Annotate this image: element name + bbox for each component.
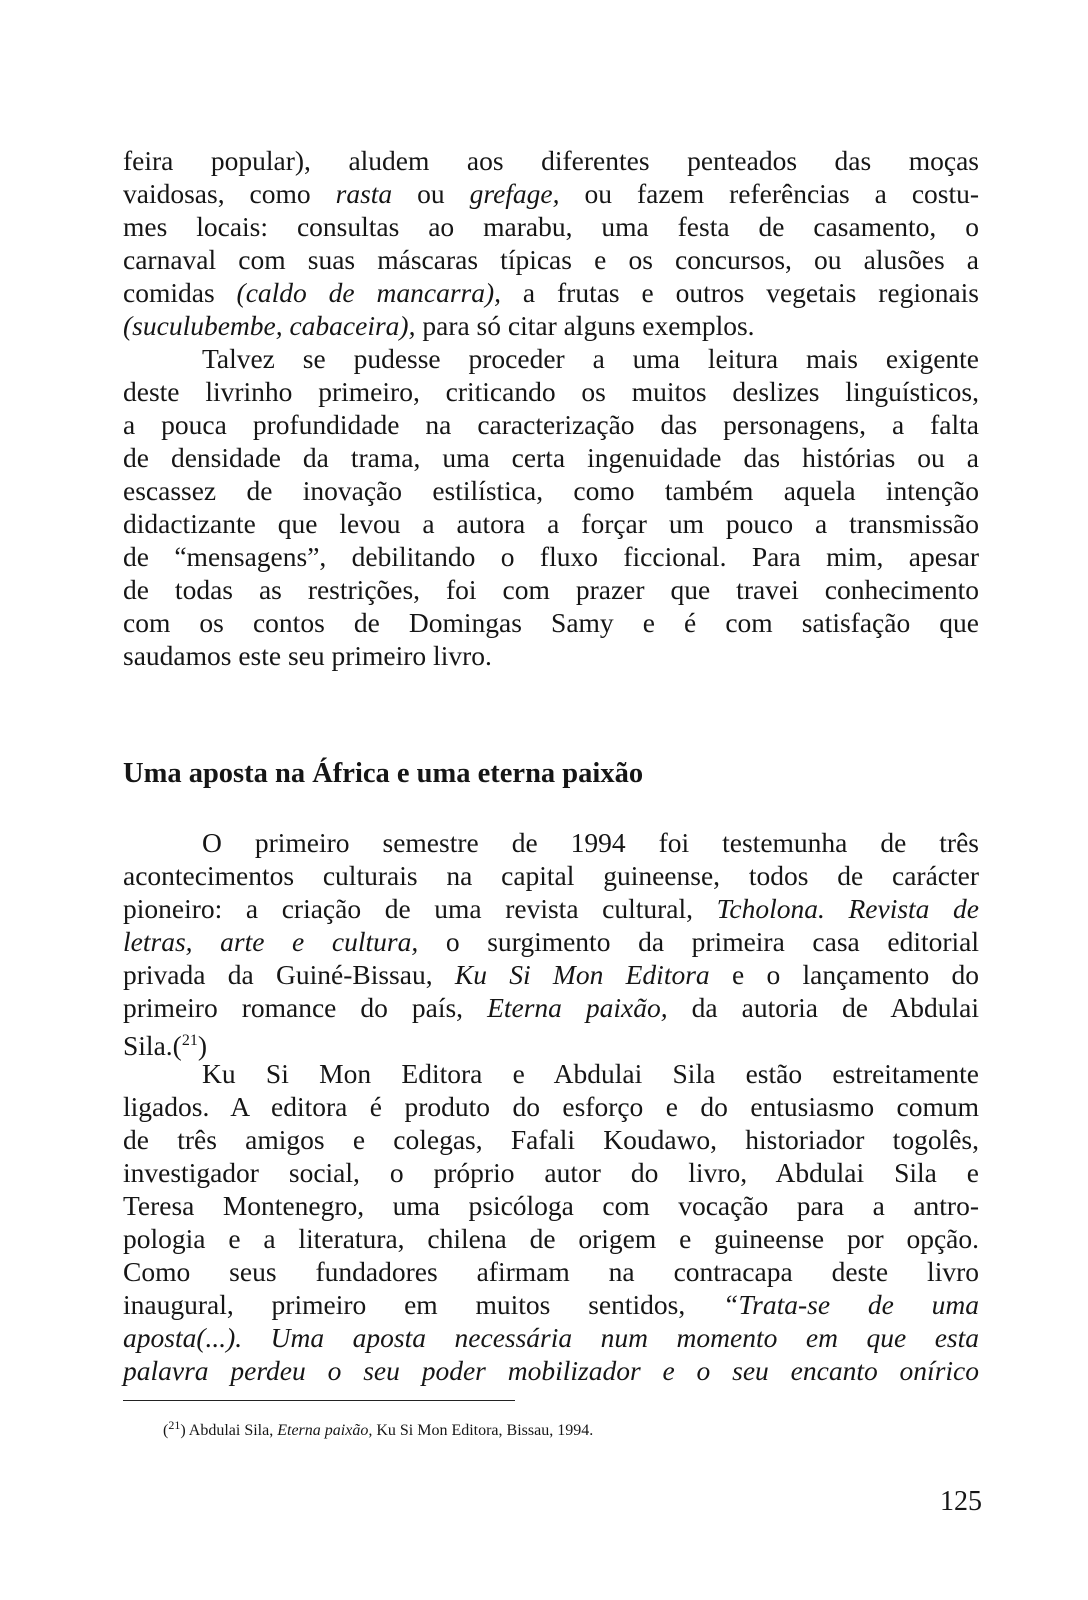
text-line: mes locais: consultas ao marabu, uma festa de casamento, o — [123, 211, 979, 242]
footnote-marker: ($^{21}$) — [163, 1418, 186, 1439]
text-line: letras, arte e cultura, o surgimento da primeira casa editorial — [123, 926, 979, 957]
text-line: com os contos de Domingas Samy e é com satisfação que — [123, 607, 979, 638]
footnote: ($^{21}$) Abdulai Sila, Eterna paixão, Ku Si Mon Editora, Bissau, 1994. — [163, 1418, 594, 1439]
text-line: Como seus fundadores afirmam na contracapa deste livro — [123, 1256, 979, 1287]
text-line: escassez de inovação estilística, como também aquela intenção — [123, 475, 979, 506]
text-line: a pouca profundidade na caracterização das personagens, a falta — [123, 409, 979, 440]
text-line: (suculubembe, cabaceira), para só citar alguns exemplos. — [123, 310, 755, 341]
text-line: Talvez se pudesse proceder a uma leitura mais exigente — [202, 343, 979, 374]
text-line: comidas (caldo de mancarra), a frutas e outros vegetais regionais — [123, 277, 980, 308]
text-line: de “mensagens”, debilitando o fluxo ficcional. Para mim, apesar — [123, 541, 979, 572]
text-line: feira popular), aludem aos diferentes penteados das moças — [123, 145, 979, 176]
text-line: Ku Si Mon Editora e Abdulai Sila estão estreitamente — [202, 1058, 979, 1089]
text-line: palavra perdeu o seu poder mobilizador e o seu encanto onírico — [123, 1355, 979, 1386]
text-line: investigador social, o próprio autor do livro, Abdulai Sila e — [123, 1157, 979, 1188]
text-line: saudamos este seu primeiro livro. — [123, 640, 492, 671]
footnote-divider — [123, 1400, 515, 1401]
text-line: acontecimentos culturais na capital guineense, todos de carácter — [123, 860, 979, 891]
section-heading: Uma aposta na África e uma eterna paixão — [123, 758, 644, 789]
footnote-reference: 21 — [181, 1032, 198, 1049]
text-line: de todas as restrições, foi com prazer que travei conhecimento — [123, 574, 979, 605]
text-line: Teresa Montenegro, uma psicóloga com vocação para a antro- — [123, 1190, 979, 1221]
text-line: privada da Guiné-Bissau, Ku Si Mon Editora e o lançamento do — [123, 959, 980, 990]
text-line: de três amigos e colegas, Fafali Koudawo, historiador togolês, — [123, 1124, 979, 1155]
text-line: inaugural, primeiro em muitos sentidos, “Trata-se de uma — [123, 1289, 979, 1320]
text-line: didactizante que levou a autora a forçar um pouco a transmissão — [123, 508, 979, 539]
text-line: O primeiro semestre de 1994 foi testemunha de três — [202, 827, 979, 858]
text-line: vaidosas, como rasta ou grefage, ou fazem referências a costu- — [123, 178, 980, 209]
text-line: deste livrinho primeiro, criticando os muitos deslizes linguísticos, — [123, 376, 979, 407]
text-line: de densidade da trama, uma certa ingenuidade das histórias ou a — [123, 442, 979, 473]
text-line: Sila.($^{21}$) — [123, 1030, 207, 1061]
text-line: primeiro romance do país, Eterna paixão, da autoria de Abdulai — [123, 992, 980, 1023]
text-line: carnaval com suas máscaras típicas e os concursos, ou alusões a — [123, 244, 979, 275]
text-line: ligados. A editora é produto do esforço e do entusiasmo comum — [123, 1091, 979, 1122]
text-line: pioneiro: a criação de uma revista cultural, Tcholona. Revista de — [123, 893, 980, 924]
page-number: 125 — [940, 1486, 982, 1517]
text-line: aposta(...). Uma aposta necessária num momento em que esta — [123, 1322, 979, 1353]
text-line: pologia e a literatura, chilena de origem e guineense por opção. — [123, 1223, 979, 1254]
